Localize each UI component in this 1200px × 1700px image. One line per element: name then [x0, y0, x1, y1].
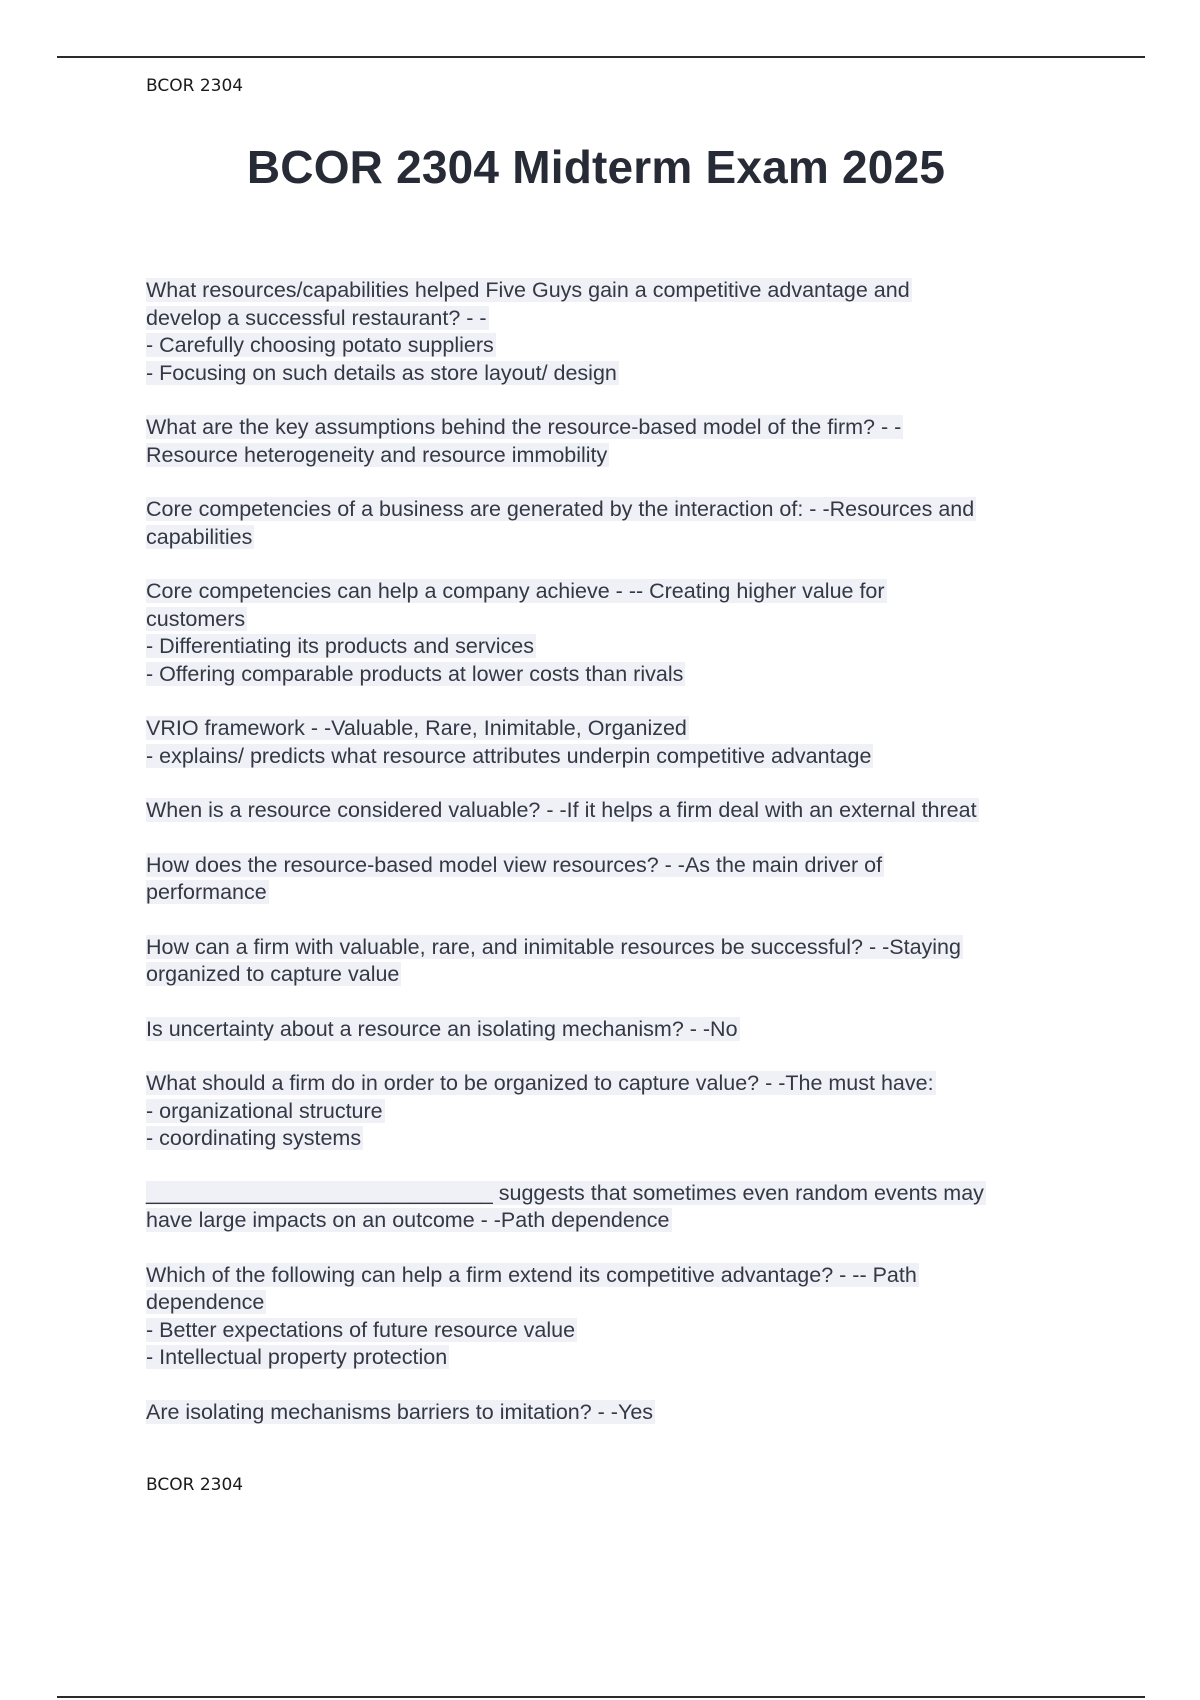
- qa-line: [146, 1098, 1096, 1126]
- qa-line-text: develop a successful restaurant? - -: [146, 305, 487, 330]
- qa-item: [146, 797, 1096, 825]
- qa-line-text: Is uncertainty about a resource an isolating mechanism? - -No: [146, 1016, 738, 1041]
- qa-line-text: dependence: [146, 1290, 265, 1314]
- qa-item: [146, 1262, 1096, 1372]
- page-header: BCOR 2304: [146, 76, 244, 96]
- qa-line: [146, 1344, 1096, 1372]
- bottom-rule: [57, 1696, 1145, 1698]
- qa-item: [146, 277, 1096, 387]
- qa-item: [146, 1070, 1096, 1153]
- qa-line: [146, 524, 1096, 552]
- qa-line-text: Core competencies can help a company achieve - -- Creating higher value for: [146, 579, 885, 603]
- qa-line-text: - organizational structure: [146, 1098, 383, 1123]
- qa-line-text: Core competencies of a business are generated by the interaction of: - -Resources and: [146, 497, 975, 521]
- qa-item: [146, 934, 1096, 989]
- qa-line-text: performance: [146, 880, 267, 904]
- qa-item: [146, 496, 1096, 551]
- qa-line: [146, 852, 1096, 880]
- qa-line: [146, 496, 1096, 524]
- qa-line-text: customers: [146, 606, 246, 631]
- qa-item: [146, 1180, 1096, 1235]
- qa-line: [146, 1399, 1096, 1427]
- qa-line-text: - explains/ predicts what resource attributes underpin competitive advantage: [146, 743, 872, 768]
- qa-line: [146, 1262, 1096, 1290]
- qa-line-text: have large impacts on an outcome - -Path dependence: [146, 1208, 670, 1232]
- qa-line: [146, 414, 1096, 442]
- qa-line-text: VRIO framework - -Valuable, Rare, Inimitable, Organized: [146, 716, 687, 740]
- qa-item: [146, 414, 1096, 469]
- qa-line: [146, 715, 1096, 743]
- qa-line: [146, 277, 1096, 305]
- qa-line: [146, 1180, 1096, 1208]
- qa-line: [146, 332, 1096, 360]
- qa-line: [146, 1207, 1096, 1235]
- top-rule: [57, 56, 1145, 58]
- qa-item: [146, 852, 1096, 907]
- qa-line: [146, 1125, 1096, 1153]
- qa-line: [146, 1070, 1096, 1098]
- qa-line: [146, 606, 1096, 634]
- qa-line-text: Are isolating mechanisms barriers to imitation? - -Yes: [146, 1399, 654, 1424]
- qa-line-text: - Carefully choosing potato suppliers: [146, 333, 494, 357]
- qa-line: [146, 797, 1096, 825]
- qa-line: [146, 879, 1096, 907]
- qa-line: [146, 578, 1096, 606]
- qa-line-text: What are the key assumptions behind the resource-based model of the firm? - -: [146, 415, 902, 439]
- qa-line: [146, 1016, 1096, 1044]
- qa-line-text: - Focusing on such details as store layout/ design: [146, 360, 617, 385]
- qa-line: [146, 934, 1096, 962]
- qa-line: [146, 961, 1096, 989]
- qa-line: [146, 360, 1096, 388]
- qa-line-text: - coordinating systems: [146, 1126, 362, 1150]
- qa-line-text: - Better expectations of future resource value: [146, 1317, 576, 1342]
- qa-line-text: - Intellectual property protection: [146, 1345, 448, 1369]
- qa-line: [146, 442, 1096, 470]
- qa-item: [146, 1399, 1096, 1427]
- qa-line: [146, 633, 1096, 661]
- qa-line-text: - Differentiating its products and services: [146, 634, 534, 658]
- page-footer: BCOR 2304: [146, 1475, 244, 1495]
- qa-line: [146, 661, 1096, 689]
- qa-item: [146, 1016, 1096, 1044]
- qa-line-text: _____________________________ suggests that sometimes even random events may: [146, 1180, 984, 1205]
- document-title: BCOR 2304 Midterm Exam 2025: [246, 141, 946, 193]
- qa-line-text: What should a firm do in order to be organized to capture value? - -The must have:: [146, 1071, 934, 1095]
- qa-line-text: How can a firm with valuable, rare, and inimitable resources be successful? - -Staying: [146, 934, 961, 959]
- qa-line-text: Resource heterogeneity and resource immobility: [146, 442, 608, 467]
- qa-line: [146, 1289, 1096, 1317]
- qa-line-text: capabilities: [146, 524, 253, 549]
- qa-line-text: How does the resource-based model view resources? - -As the main driver of: [146, 852, 883, 877]
- qa-line-text: - Offering comparable products at lower costs than rivals: [146, 661, 684, 686]
- qa-line: [146, 743, 1096, 771]
- qa-item: [146, 578, 1096, 688]
- qa-line-text: organized to capture value: [146, 962, 400, 986]
- qa-line-text: When is a resource considered valuable? - -If it helps a firm deal with an external threat: [146, 798, 977, 822]
- qa-line-text: What resources/capabilities helped Five Guys gain a competitive advantage and: [146, 278, 910, 302]
- qa-line: [146, 1317, 1096, 1345]
- qa-line: [146, 305, 1096, 333]
- qa-line-text: Which of the following can help a firm extend its competitive advantage? - -- Path: [146, 1262, 917, 1287]
- qa-item: [146, 715, 1096, 770]
- qa-list: [146, 277, 1096, 1453]
